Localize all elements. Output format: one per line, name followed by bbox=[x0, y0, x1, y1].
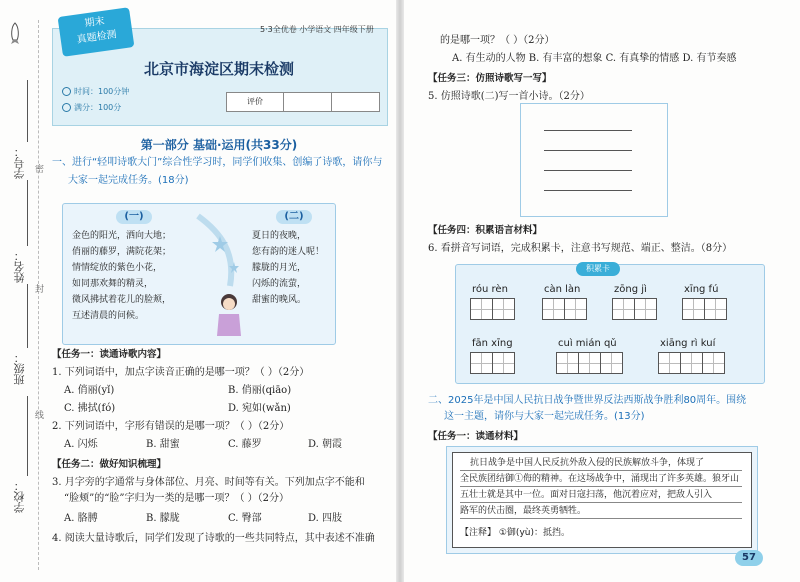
pinyin-prompt: róu rèn bbox=[472, 284, 508, 295]
material-underline bbox=[460, 486, 742, 487]
poem-2 bbox=[252, 228, 324, 308]
series-label: 5·3全优卷 小学语文 四年级下册 bbox=[260, 25, 374, 34]
class-blank bbox=[27, 284, 28, 348]
girl-illustration bbox=[213, 290, 245, 338]
pinyin-prompt: cuì mián qǔ bbox=[558, 338, 617, 349]
poem-line: 金色的阳光，洒向大地； bbox=[72, 231, 172, 241]
answer-grid[interactable] bbox=[658, 352, 725, 374]
score-box bbox=[226, 92, 380, 112]
question-4: 4. 阅读大量诗歌后，同学们发现了诗歌的一些共同特点，其中表述不准确 bbox=[52, 533, 375, 544]
poem-line: 如同那欢舞的精灵， bbox=[72, 279, 154, 289]
poem-line: 夏日的夜晚， bbox=[252, 231, 307, 241]
material-line: 抗日战争是中国人民反抗外敌入侵的民族解放斗争，体现了 bbox=[470, 458, 705, 468]
question-2-option-c[interactable]: C. 藤罗 bbox=[228, 439, 262, 450]
rocket-icon bbox=[8, 22, 22, 46]
exam-title: 北京市海淀区期末检测 bbox=[143, 60, 294, 78]
answer-grid[interactable] bbox=[556, 352, 623, 374]
answer-grid[interactable] bbox=[470, 352, 515, 374]
score-label: 评价 bbox=[227, 93, 284, 111]
pinyin-prompt: fān xīng bbox=[472, 338, 513, 349]
answer-grid[interactable] bbox=[542, 298, 587, 320]
exam-time-text: 时间：100分钟 bbox=[74, 87, 130, 96]
badge-line-1: 期末 bbox=[84, 15, 106, 30]
task-five-heading: 【任务一：读通材料】 bbox=[428, 431, 524, 442]
pinyin-prompt: xīng fú bbox=[684, 284, 719, 295]
question-4-options[interactable]: A. 有生动的人物 B. 有丰富的想象 C. 有真挚的情感 D. 有节奏感 bbox=[452, 53, 737, 64]
task-two-heading: 【任务二：做好知识梳理】 bbox=[52, 459, 167, 470]
question-one-intro-cont: 大家一起完成任务。(18分) bbox=[68, 175, 189, 186]
question-3-option-c[interactable]: C. 臀部 bbox=[228, 513, 262, 524]
name-label: 姓名： bbox=[13, 250, 26, 283]
poem-line: 情情绽放的紫色小花， bbox=[72, 263, 163, 273]
question-one-intro: 一、进行“轻叩诗歌大门”综合性学习时，同学们收集、创编了诗歌，请你与 bbox=[52, 157, 383, 168]
question-3-option-a[interactable]: A. 胳膊 bbox=[64, 513, 98, 524]
badge-line-2: 真题检测 bbox=[76, 29, 118, 46]
writing-line[interactable] bbox=[544, 170, 632, 171]
question-1-option-a[interactable]: A. 俏丽(yǐ) bbox=[64, 385, 115, 396]
binding-mark-line: 线 bbox=[33, 410, 43, 419]
question-1-option-d[interactable]: D. 宛如(wǎn) bbox=[228, 403, 291, 414]
student-id-blank bbox=[27, 80, 28, 142]
poem-line: 朦胧的月光， bbox=[252, 263, 307, 273]
writing-line[interactable] bbox=[544, 150, 632, 151]
poem-line: 闪烁的流萤， bbox=[252, 279, 307, 289]
accumulation-card-title: 积累卡 bbox=[576, 262, 620, 276]
poem-line: 互述清晨的问候。 bbox=[72, 311, 145, 321]
question-3: 3. 月字旁的字通常与身体部位、月亮、时间等有关。下列加点字不能和 bbox=[52, 477, 365, 488]
question-two-intro: 二、2025年是中国人民抗日战争暨世界反法西斯战争胜利80周年。围绕 bbox=[428, 395, 747, 406]
writing-line[interactable] bbox=[544, 130, 632, 131]
binding-margin bbox=[0, 0, 48, 582]
class-label: 班级： bbox=[13, 352, 26, 385]
question-2-option-b[interactable]: B. 甜蜜 bbox=[146, 439, 180, 450]
score-icon bbox=[62, 103, 71, 112]
question-two-intro-cont: 这一主题，请你与大家一起完成任务。(13分) bbox=[444, 411, 645, 422]
exam-full-score bbox=[62, 102, 121, 113]
material-line: 五壮士就是其中一位。面对日寇扫荡，他沉着应对，把敌人引入 bbox=[460, 490, 713, 500]
pinyin-prompt: càn làn bbox=[544, 284, 581, 295]
material-underline bbox=[460, 470, 742, 471]
question-2: 2. 下列词语中，字形有错误的是哪一项？（ ）（2分） bbox=[52, 421, 290, 432]
answer-grid[interactable] bbox=[682, 298, 727, 320]
question-4-cont: 的是哪一项？（ ）（2分） bbox=[440, 35, 555, 46]
poem-1-title: (一) bbox=[116, 210, 152, 224]
material-note: 【注释】 ①御(yù)：抵挡。 bbox=[460, 528, 570, 538]
answer-grid[interactable] bbox=[612, 298, 657, 320]
school-label: 学校： bbox=[13, 480, 26, 513]
question-1-option-c[interactable]: C. 拂拭(fó) bbox=[64, 403, 116, 414]
pinyin-prompt: xiāng rì kuí bbox=[660, 338, 716, 349]
binding-dashed-line bbox=[38, 20, 39, 570]
answer-grid[interactable] bbox=[470, 298, 515, 320]
question-6: 6. 看拼音写词语，完成积累卡，注意书写规范、端正、整洁。（8分） bbox=[428, 243, 733, 254]
name-blank bbox=[27, 180, 28, 246]
pinyin-prompt: zōng jì bbox=[614, 284, 647, 295]
question-1: 1. 下列词语中，加点字读音正确的是哪一项？（ ）（2分） bbox=[52, 367, 310, 378]
question-3-option-b[interactable]: B. 朦胧 bbox=[146, 513, 180, 524]
question-5: 5. 仿照诗歌(二)写一首小诗。（2分） bbox=[428, 91, 590, 102]
section-title: 第一部分 基础·运用(共33分) bbox=[140, 138, 298, 152]
binding-mark-envelope: 封 bbox=[33, 284, 43, 293]
binding-mark-seal: 密 bbox=[33, 164, 43, 173]
school-blank bbox=[27, 396, 28, 476]
poem-1 bbox=[72, 228, 171, 324]
writing-line[interactable] bbox=[544, 190, 632, 191]
task-one-heading: 【任务一：读通诗歌内容】 bbox=[52, 349, 167, 360]
material-line: 全民族团结御①侮的精神。在这场战争中，涌现出了许多英雄。狼牙山 bbox=[460, 474, 740, 484]
poem-2-title: (二) bbox=[276, 210, 312, 224]
writing-area[interactable] bbox=[520, 103, 668, 217]
task-three-heading: 【任务三：仿照诗歌写一写】 bbox=[428, 73, 552, 84]
star-swirl-decoration bbox=[190, 212, 250, 292]
task-four-heading: 【任务四：积累语言材料】 bbox=[428, 225, 543, 236]
score-cell[interactable] bbox=[284, 93, 332, 111]
question-2-option-d[interactable]: D. 朝霞 bbox=[308, 439, 343, 450]
page-number: 57 bbox=[735, 550, 763, 566]
poem-line: 俏丽的藤罗，满院花架； bbox=[72, 247, 172, 257]
clock-icon bbox=[62, 87, 71, 96]
exam-time bbox=[62, 86, 129, 97]
poem-line: 甜蜜的晚风。 bbox=[252, 295, 307, 305]
material-line: 路军的伏击圈，最终英勇牺牲。 bbox=[460, 506, 587, 516]
question-1-option-b[interactable]: B. 俏丽(qiāo) bbox=[228, 385, 292, 396]
book-spine bbox=[396, 0, 404, 582]
score-cell[interactable] bbox=[332, 93, 379, 111]
poem-line: 微风拂拭着花儿的脸颊， bbox=[72, 295, 172, 305]
exam-full-score-text: 满分：100分 bbox=[74, 103, 122, 112]
material-underline bbox=[460, 502, 742, 503]
poem-line: 您有韵的迷人呢！ bbox=[252, 247, 325, 257]
question-2-option-a[interactable]: A. 闪烁 bbox=[64, 439, 98, 450]
student-id-label: 学号： bbox=[13, 146, 26, 179]
question-3-cont: “脸颊”的“脸”字归为一类的是哪一项？（ ）（2分） bbox=[64, 493, 289, 504]
material-underline bbox=[460, 518, 742, 519]
question-3-option-d[interactable]: D. 四肢 bbox=[308, 513, 343, 524]
